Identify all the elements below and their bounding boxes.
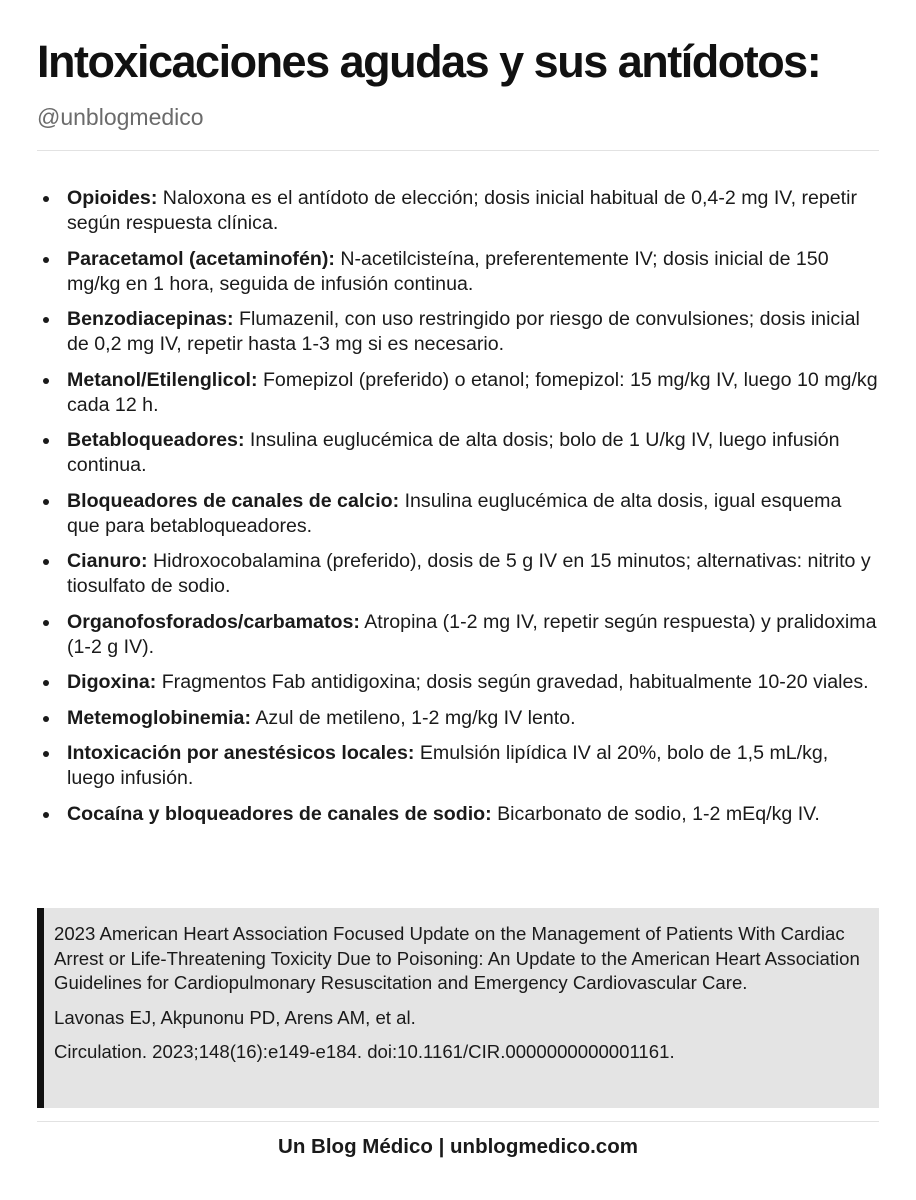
list-item — [37, 549, 879, 599]
item-description: Bicarbonato de sodio, 1-2 mEq/kg IV. — [491, 802, 820, 825]
item-description: Insulina euglucémica de alta dosis; bolo de 1 U/kg IV, luego infusión continua. — [67, 429, 840, 476]
item-description: Fomepizol (preferido) o etanol; fomepizol: 15 mg/kg IV, luego 10 mg/kg cada 12 h. — [67, 368, 878, 416]
list-item — [37, 186, 879, 236]
bullet-icon — [43, 257, 49, 263]
bullet-icon — [43, 559, 49, 565]
reference-title: 2023 American Heart Association Focused Update on the Management of Patients With Cardiac Arrest or Life-Threatening Toxicity Due to Poisoning: An Update to the American Heart Association Guidelines for Cardiopulmonary Resuscitation and Emergency Cardiovascular Care. — [54, 923, 860, 993]
bullet-icon — [43, 438, 49, 444]
list-item — [37, 307, 879, 357]
item-term: Intoxicación por anestésicos locales: — [67, 742, 415, 764]
item-description: Naloxona es el antídoto de elección; dosis inicial habitual de 0,4-2 mg IV, repetir según respuesta clínica. — [67, 187, 857, 234]
item-term: Cocaína y bloqueadores de canales de sodio: — [67, 802, 492, 825]
antidote-list — [37, 186, 879, 837]
item-term: Cianuro: — [67, 550, 148, 572]
list-item — [37, 706, 879, 731]
bullet-icon — [43, 812, 49, 818]
item-term: Metemoglobinemia: — [67, 706, 251, 729]
item-description: Hidroxocobalamina (preferido), dosis de 5 g IV en 15 minutos; alternativas: nitrito y tiosulfato de sodio. — [67, 550, 871, 597]
list-item — [37, 489, 879, 539]
bullet-icon — [43, 196, 49, 202]
item-term: Benzodiacepinas: — [67, 308, 234, 330]
list-item — [37, 247, 879, 297]
item-description: Insulina euglucémica de alta dosis, igual esquema que para betabloqueadores. — [67, 489, 842, 537]
item-description: Atropina (1-2 mg IV, repetir según respuesta) y pralidoxima (1-2 g IV). — [67, 610, 877, 658]
item-term: Metanol/Etilenglicol: — [67, 368, 258, 391]
item-description: Emulsión lipídica IV al 20%, bolo de 1,5 mL/kg, luego infusión. — [67, 742, 829, 789]
bullet-icon — [43, 378, 49, 384]
list-item — [37, 368, 879, 418]
list-item — [37, 428, 879, 478]
footer-divider — [37, 1121, 879, 1122]
footer-credit: Un Blog Médico | unblogmedico.com — [278, 1135, 638, 1158]
author-handle: @unblogmedico — [37, 104, 204, 130]
bullet-icon — [43, 317, 49, 323]
item-term: Opioides: — [67, 187, 158, 209]
item-term: Organofosforados/carbamatos: — [67, 610, 360, 633]
item-term: Paracetamol (acetaminofén): — [67, 247, 335, 270]
list-item — [37, 802, 879, 827]
bullet-icon — [43, 680, 49, 686]
bullet-icon — [43, 751, 49, 757]
item-description: Azul de metileno, 1-2 mg/kg IV lento. — [250, 706, 576, 729]
list-item — [37, 670, 879, 695]
item-term: Betabloqueadores: — [67, 429, 245, 451]
bullet-icon — [43, 620, 49, 626]
item-term: Digoxina: — [67, 671, 157, 693]
list-item — [37, 610, 879, 660]
item-description: Flumazenil, con uso restringido por riesgo de convulsiones; dosis inicial de 0,2 mg IV, repetir hasta 1-3 mg si es necesario. — [67, 308, 860, 355]
list-item — [37, 741, 879, 791]
bullet-icon — [43, 499, 49, 505]
item-description: Fragmentos Fab antidigoxina; dosis según gravedad, habitualmente 10-20 viales. — [156, 671, 869, 693]
bullet-icon — [43, 716, 49, 722]
reference-authors: Lavonas EJ, Akpunonu PD, Arens AM, et al. — [54, 1006, 416, 1028]
reference-citation: Circulation. 2023;148(16):e149-e184. doi:10.1161/CIR.0000000000001161. — [54, 1041, 675, 1062]
header-divider — [37, 150, 879, 151]
item-term: Bloqueadores de canales de calcio: — [67, 489, 400, 512]
reference-block — [37, 908, 879, 1108]
item-description: N-acetilcisteína, preferentemente IV; dosis inicial de 150 mg/kg en 1 hora, seguida de infusión continua. — [67, 247, 829, 295]
page-title: Intoxicaciones agudas y sus antídotos: — [37, 36, 821, 87]
